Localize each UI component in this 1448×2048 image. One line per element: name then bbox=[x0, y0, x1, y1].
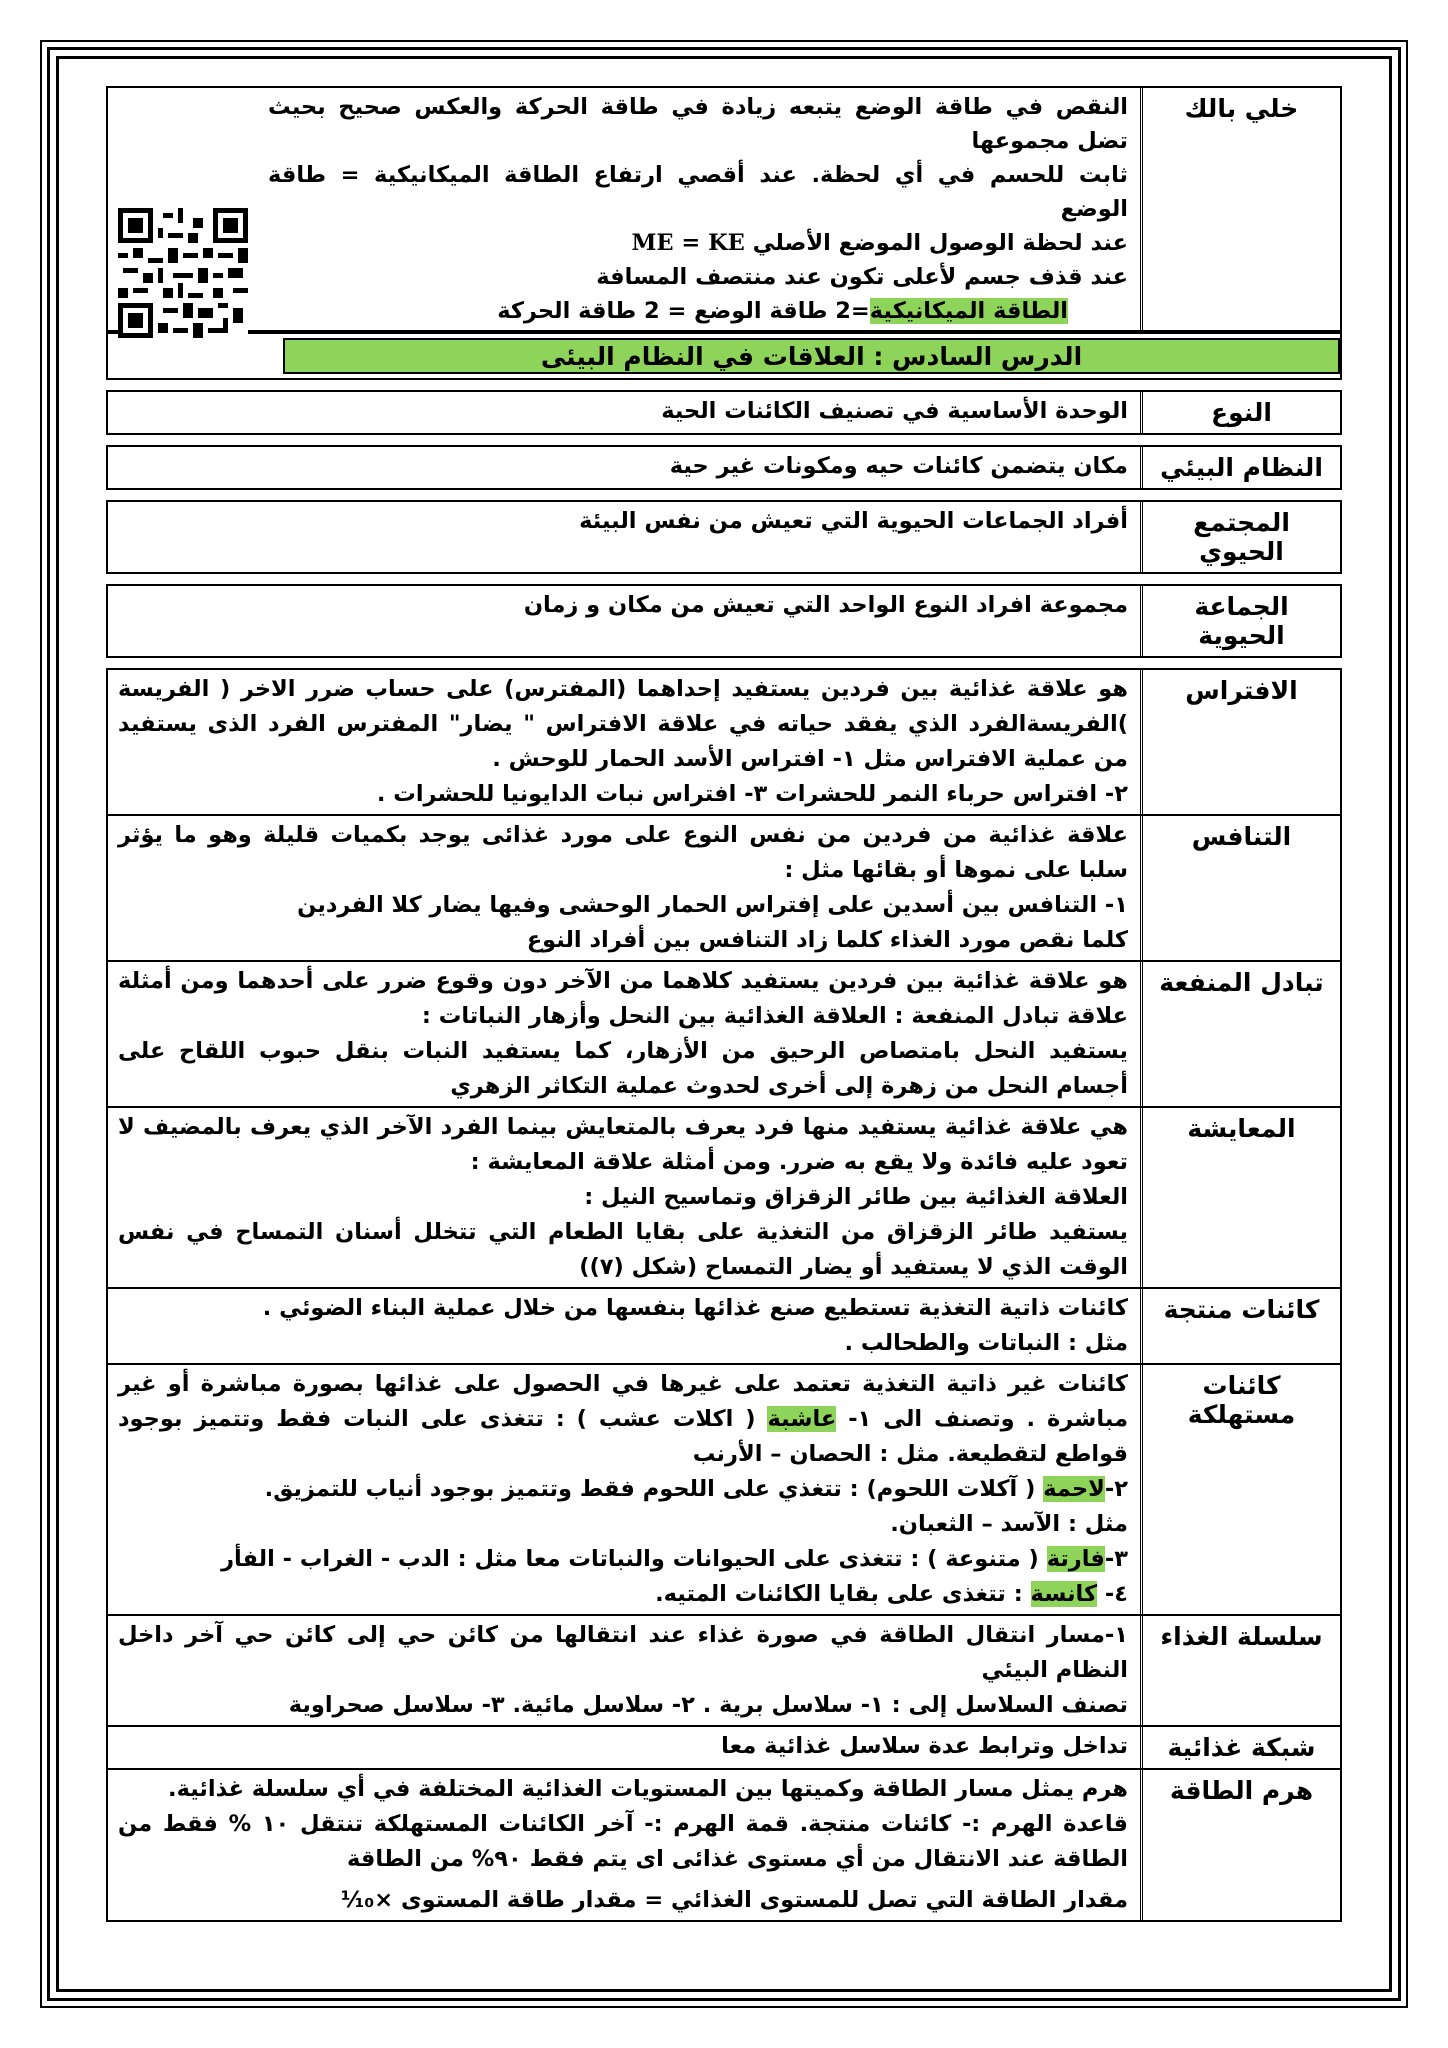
definition-text: مجموعة افراد النوع الواحد التي تعيش من مكان و زمان bbox=[523, 592, 1128, 618]
energy-pyramid-line: قاعدة الهرم :- كائنات منتجة. قمة الهرم :- آخر الكائنات المستهلكة تنتقل ١٠ % فقط من الطاقة عند الانتقال من أي مستوى غذائى اى يتم فقط ٩٠% من الطاقة bbox=[118, 1811, 1128, 1872]
omnivore-text: ( متنوعة ) : تتغذى على الحيوانات والنباتات معا مثل : الدب - الغراب - الفأر bbox=[221, 1546, 1039, 1572]
relation-line: هي علاقة غذائية يستفيد منها فرد يعرف بالمتعايش بينما الفرد الآخر الذي يعرف بالمضيف لا تعود عليه فائدة ولا يقع به ضرر. ومن أمثلة علاقة المعايشة : bbox=[118, 1114, 1128, 1175]
relation-line: مثل : النباتات والطحالب . bbox=[844, 1330, 1128, 1356]
note-line: عند قذف جسم لأعلى تكون عند منتصف المسافة bbox=[596, 264, 1128, 290]
relation-line: هو علاقة غذائية بين فردين يستفيد إحداهما (المفترس) على حساب ضرر الاخر ( الفريسة )الفريسةالفرد الذي يفقد حياته في علاقة الافتراس " يضار" المفترس الفرد الذى يستفيد من عملية الافتراس مثل ١- افتراس الأسد الحمار للوحش . bbox=[118, 676, 1128, 772]
definition-label: النوع bbox=[1140, 392, 1340, 433]
relation-label: سلسلة الغذاء bbox=[1140, 1616, 1340, 1725]
herbivore-highlight: عاشبة bbox=[767, 1406, 837, 1432]
relation-line: علاقة غذائية من فردين من نفس النوع على مورد غذائى يوجد بكميات قليلة وهو ما يؤثر سلبا على نموها أو بقائها مثل : bbox=[118, 822, 1128, 883]
definition-row bbox=[106, 584, 1342, 658]
relation-row-mutualism bbox=[106, 962, 1342, 1108]
relation-text bbox=[108, 1108, 1140, 1287]
relation-line: العلاقة الغذائية بين طائر الزقزاق وتماسيح النيل : bbox=[584, 1184, 1128, 1210]
definition-text: مكان يتضمن كائنات حيه ومكونات غير حية bbox=[669, 453, 1128, 479]
definition-text: أفراد الجماعات الحيوية التي تعيش من نفس البيئة bbox=[579, 508, 1128, 534]
herbivore-text: ( اكلات عشب ) : تتغذى على النبات فقط وتتميز بوجود قواطع لتقطيعة. مثل : الحصان – الأرنب bbox=[118, 1406, 1128, 1467]
relation-line: يستفيد النحل بامتصاص الرحيق من الأزهار، كما يستفيد النبات بنقل حبوب اللقاح على أجسام النحل من زهرة إلى أخرى لحدوث عملية التكاثر الزهري bbox=[118, 1038, 1128, 1099]
relation-line: هو علاقة غذائية بين فردين يستفيد كلاهما من الآخر دون وقوع ضرر على أحدهما ومن أمثلة علاقة تبادل المنفعة : العلاقة الغذائية بين النحل وأزهار النباتات : bbox=[118, 968, 1128, 1029]
relation-line: ١- التنافس بين أسدين على إفتراس الحمار الوحشى وفيها يضار كلا الفردين bbox=[297, 892, 1128, 918]
food-chain-line: تصنف السلاسل إلى : ١- سلاسل برية . ٢- سلاسل مائية. ٣- سلاسل صحراوية bbox=[288, 1692, 1128, 1718]
relation-row-consumers bbox=[106, 1365, 1342, 1616]
relation-label: التنافس bbox=[1140, 816, 1340, 960]
note-line: النقص في طاقة الوضع يتبعه زيادة في طاقة الحركة والعكس صحيح بحيث تضل مجموعها bbox=[268, 94, 1128, 154]
relation-text bbox=[108, 816, 1140, 960]
definition-row bbox=[106, 390, 1342, 435]
relation-row-food-chain bbox=[106, 1616, 1342, 1727]
relation-line: كائنات ذاتية التغذية تستطيع صنع غذائها بنفسها من خلال عملية البناء الضوئي . bbox=[262, 1295, 1128, 1321]
note-line: ثابت للحسم في أي لحظة. عند أقصي ارتفاع الطاقة الميكانيكية = طاقة الوضع bbox=[268, 162, 1128, 222]
definition-label: الجماعة الحيوية bbox=[1140, 586, 1340, 656]
energy-pyramid-line: هرم يمثل مسار الطاقة وكميتها بين المستويات الغذائية المختلفة في أي سلسلة غذائية. bbox=[168, 1776, 1128, 1802]
lesson-title-banner bbox=[106, 332, 1342, 380]
lesson-sheet bbox=[106, 86, 1342, 1922]
relation-label: تبادل المنفعة bbox=[1140, 962, 1340, 1106]
consumers-intro bbox=[118, 1367, 1128, 1472]
carnivore-number: ٢- bbox=[1104, 1476, 1128, 1502]
omnivore-highlight: فارتة bbox=[1046, 1546, 1105, 1572]
relation-label: كائنات مستهلكة bbox=[1140, 1365, 1340, 1614]
note-line bbox=[268, 294, 1128, 328]
relation-label: المعايشة bbox=[1140, 1108, 1340, 1287]
note-line bbox=[268, 226, 1128, 260]
mechanical-energy-highlight: الطاقة الميكانيكية bbox=[869, 298, 1068, 324]
relation-row-competition bbox=[106, 816, 1342, 962]
relation-text bbox=[108, 670, 1140, 814]
relation-label: شبكة غذائية bbox=[1140, 1727, 1340, 1768]
note-label: خلي بالك bbox=[1140, 88, 1340, 330]
relation-row-predation bbox=[106, 668, 1342, 816]
scavenger-line bbox=[118, 1577, 1128, 1612]
energy-pyramid-text bbox=[108, 1770, 1140, 1920]
relation-row-commensalism bbox=[106, 1108, 1342, 1289]
consumers-intro-text: كائنات غير ذاتية التغذية تعتمد على غيرها في الحصول على غذائها بصورة مباشرة أو غير مباشرة . وتصنف الى ١- bbox=[118, 1371, 1128, 1432]
scavenger-highlight: كانسة bbox=[1030, 1581, 1098, 1607]
definition-label: المجتمع الحيوي bbox=[1140, 502, 1340, 572]
carnivore-text: ( آكلات اللحوم) : تتغذي على اللحوم فقط وتتميز بوجود أنياب للتمزيق. bbox=[264, 1476, 1036, 1502]
relation-label: كائنات منتجة bbox=[1140, 1289, 1340, 1363]
definition-text: الوحدة الأساسية في تصنيف الكائنات الحية bbox=[661, 398, 1128, 424]
note-line-text: عند لحظة الوصول الموضع الأصلي bbox=[752, 230, 1128, 256]
energy-pyramid-line: مقدار الطاقة التي تصل للمستوى الغذائي = مقدار طاقة المستوى ×⅒ bbox=[340, 1887, 1128, 1913]
carnivore-highlight: لاحمة bbox=[1043, 1476, 1105, 1502]
lesson-title: الدرس السادس : العلاقات في النظام البيئى bbox=[283, 338, 1340, 374]
relation-line: كلما نقص مورد الغذاء كلما زاد التنافس بين أفراد النوع bbox=[526, 927, 1128, 953]
note-row bbox=[106, 86, 1342, 332]
definition-row bbox=[106, 445, 1342, 490]
relation-label: الافتراس bbox=[1140, 670, 1340, 814]
relation-text bbox=[108, 1289, 1140, 1363]
omnivore-number: ٣- bbox=[1104, 1546, 1128, 1572]
definition-row bbox=[106, 500, 1342, 574]
me-ke-formula: ME = KE bbox=[631, 230, 745, 256]
definition-label: النظام البيئي bbox=[1140, 447, 1340, 488]
relation-row-food-web bbox=[106, 1727, 1342, 1770]
relation-line: ٢- افتراس حرباء النمر للحشرات ٣- افتراس نبات الدايونيا للحشرات . bbox=[376, 781, 1128, 807]
note-line-text: =2 طاقة الوضع = 2 طاقة الحركة bbox=[497, 298, 870, 324]
carnivore-line bbox=[118, 1472, 1128, 1507]
relation-text bbox=[108, 962, 1140, 1106]
relation-line: يستفيد طائر الزقزاق من التغذية على بقايا الطعام التي تتخلل أسنان التمساح في نفس الوقت الذي لا يستفيد أو يضار التمساح (شكل (٧)) bbox=[118, 1219, 1128, 1280]
carnivore-example: مثل : الآسد – الثعبان. bbox=[890, 1511, 1128, 1537]
note-text bbox=[108, 88, 1140, 330]
consumers-text bbox=[108, 1365, 1140, 1614]
relation-label: هرم الطاقة bbox=[1140, 1770, 1340, 1920]
scavenger-number: ٤- bbox=[1104, 1581, 1128, 1607]
qr-code-icon bbox=[118, 208, 248, 338]
food-chain-line: ١-مسار انتقال الطاقة في صورة غذاء عند انتقالها من كائن حي إلى كائن حي آخر داخل النظام البيئي bbox=[118, 1622, 1128, 1683]
food-web-text: تداخل وترابط عدة سلاسل غذائية معا bbox=[721, 1733, 1128, 1759]
scavenger-text: : تتغذى على بقايا الكائنات المتيه. bbox=[655, 1581, 1023, 1607]
omnivore-line bbox=[118, 1542, 1128, 1577]
food-chain-text bbox=[108, 1616, 1140, 1725]
relation-row-energy-pyramid bbox=[106, 1770, 1342, 1922]
relation-row-producers bbox=[106, 1289, 1342, 1365]
